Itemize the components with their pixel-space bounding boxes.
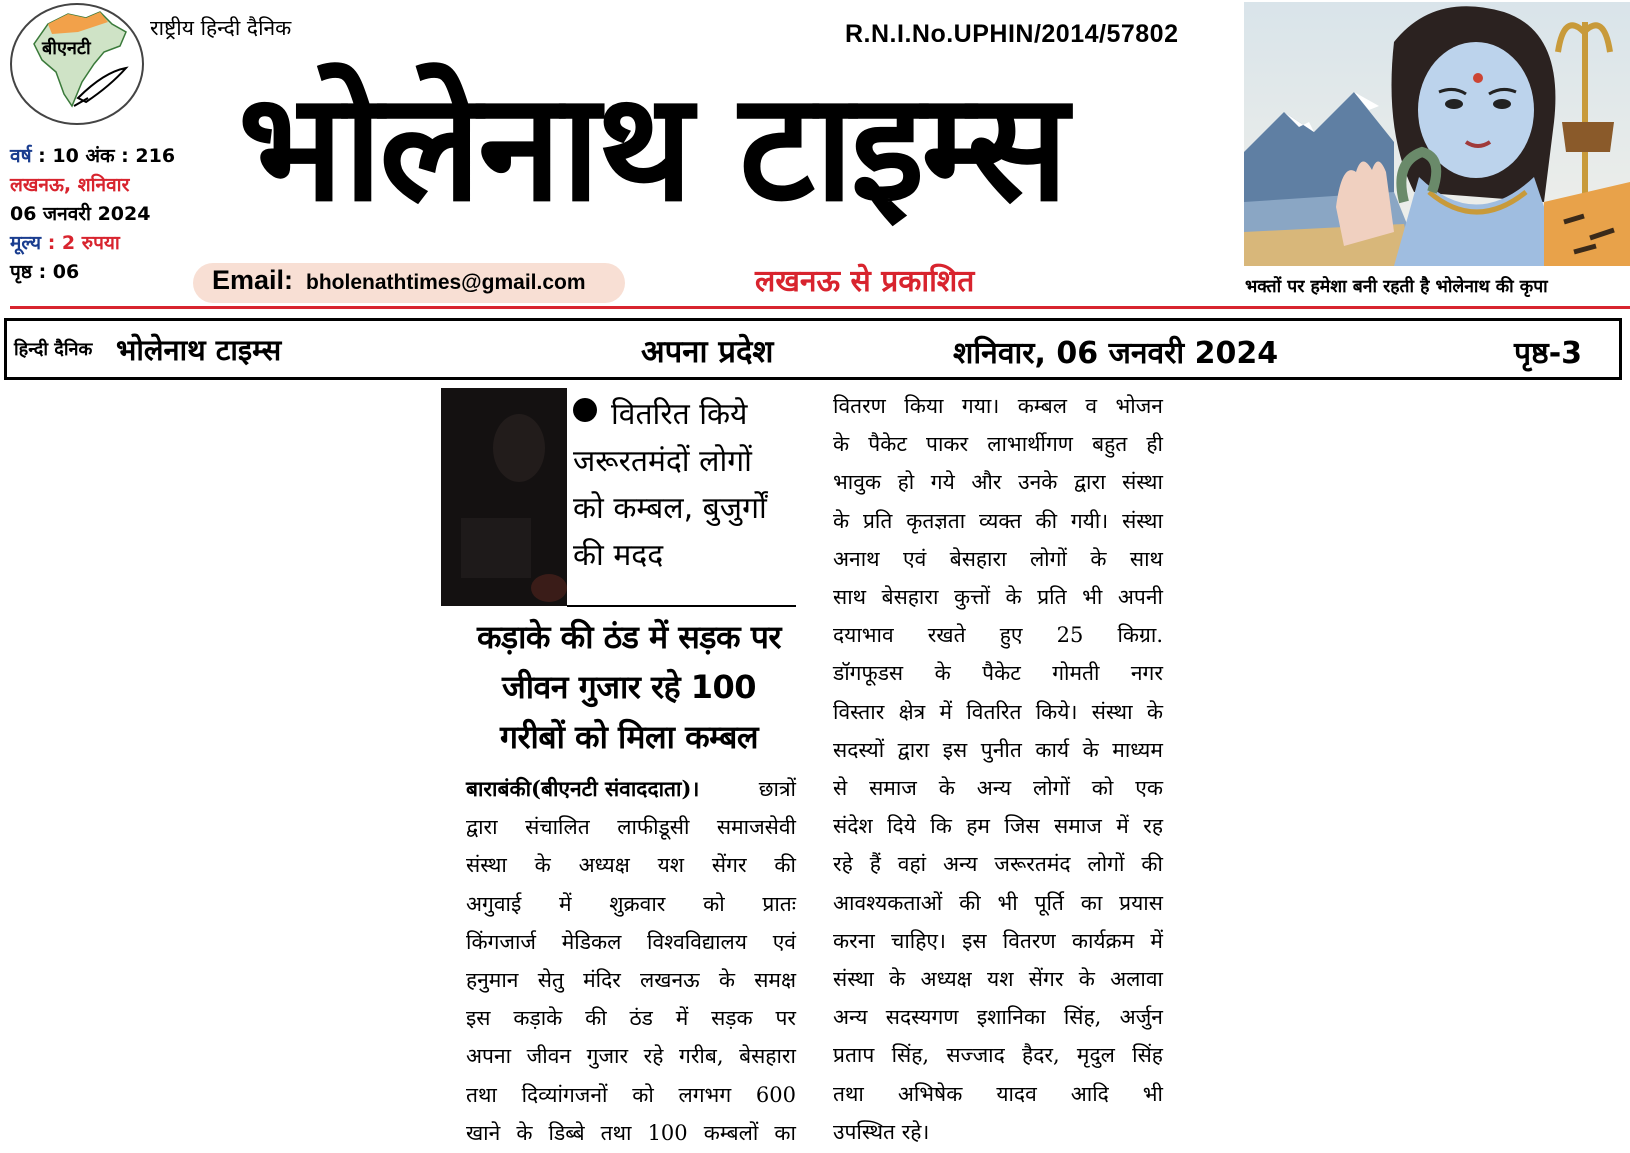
text-line: आवश्यकताओं की भी पूर्ति का प्रयास — [833, 890, 1163, 915]
logo-text: बीएनटी — [42, 38, 91, 59]
text-line: हनुमान सेतु मंदिर लखनऊ के समक्ष — [466, 968, 796, 993]
published-from: लखनऊ से प्रकाशित — [755, 264, 975, 299]
text-line: अनाथ एवं बेसहारा लोगों के साथ — [833, 546, 1163, 571]
text-line: तथा अभिषेक यादव आदि भी — [833, 1081, 1163, 1106]
article-column-2 — [833, 387, 1163, 1151]
price-label: मूल्य — [10, 232, 42, 254]
red-divider — [10, 306, 1630, 309]
text-line: करना चाहिए। इस वितरण कार्यक्रम में — [833, 928, 1163, 953]
text-line: अपना जीवन गुजार रहे गरीब, बेसहारा — [466, 1044, 796, 1069]
byline: बाराबंकी(बीएनटी संवाददाता)। — [466, 776, 700, 801]
band-page-number: पृष्ठ-3 — [1514, 336, 1583, 371]
deity-caption: भक्तों पर हमेशा बनी रहती है भोलेनाथ की कृपा — [1245, 277, 1548, 297]
band-paper-name: भोलेनाथ टाइम्स — [116, 333, 282, 367]
page-count: पृष्ठ : 06 — [10, 261, 80, 283]
text-line: इस कड़ाके की ठंड में सड़क पर — [466, 1006, 796, 1031]
text-line: किंगजार्ज मेडिकल विश्वविद्यालय एवं — [466, 929, 796, 954]
text-line: संस्था के अध्यक्ष यश सेंगर के अलावा — [833, 967, 1163, 992]
text-line: खाने के डिब्बे तथा 100 कम्बलों का — [466, 1120, 796, 1145]
text-line: द्वारा संचालित लाफीडूसी समाजसेवी — [466, 815, 796, 840]
text-line: अगुवाई में शुक्रवार को प्रातः — [466, 891, 796, 916]
callout-line: की मदद — [573, 538, 664, 573]
rni-number: R.N.I.No.UPHIN/2014/57802 — [845, 20, 1179, 48]
text-line: भावुक हो गये और उनके द्वारा संस्था — [833, 470, 1163, 495]
text-line: बाराबंकी(बीएनटी संवाददाता)। छात्रों — [466, 770, 796, 808]
text-line: प्रताप सिंह, सज्जाद हैदर, मृदुल सिंह — [833, 1043, 1163, 1068]
price-value: : 2 रुपया — [47, 232, 120, 254]
email-address[interactable]: bholenathtimes@gmail.com — [306, 271, 586, 294]
text-line: उपस्थित रहे। — [833, 1119, 930, 1144]
text-line: के प्रति कृतज्ञता व्यक्त की गयी। संस्था — [833, 508, 1163, 533]
text-line: सदस्यों द्वारा इस पुनीत कार्य के माध्यम — [833, 737, 1163, 762]
place-day: लखनऊ, शनिवार — [10, 174, 130, 196]
issue-date: 06 जनवरी 2024 — [10, 203, 151, 225]
dark-photo-icon — [441, 388, 567, 606]
text-line: अन्य सदस्यगण इशानिका सिंह, अर्जुन — [833, 1005, 1163, 1030]
band-date: शनिवार, 06 जनवरी 2024 — [953, 336, 1279, 371]
article-headline — [452, 612, 806, 762]
text-line: से समाज के अन्य लोगों को एक — [833, 776, 1163, 801]
year-label: वर्ष — [10, 145, 32, 167]
photo-rule — [567, 605, 796, 607]
text-line: डॉगफूडस के पैकेट गोमती नगर — [833, 661, 1163, 686]
issue-year-row — [10, 142, 175, 171]
band-tagline: हिन्दी दैनिक — [14, 339, 93, 360]
masthead-title: भोलेनाथ टाइम्स — [238, 61, 1066, 235]
text-line: वितरण किया गया। कम्बल व भोजन — [833, 394, 1163, 418]
price-row — [10, 229, 175, 258]
text-line: संदेश दिये कि हम जिस समाज में रह — [833, 814, 1163, 839]
lord-shiva-picture-icon — [1244, 2, 1630, 266]
year-value: : 10 अंक : 216 — [38, 145, 176, 167]
callout-line: को कम्बल, बुजुर्गों — [573, 491, 767, 526]
text-line: साथ बेसहारा कुत्तों के प्रति भी अपनी — [833, 585, 1163, 610]
callout-line: वितरित किये — [573, 391, 795, 438]
text-line: के पैकेट पाकर लाभार्थीगण बहुत ही — [833, 432, 1163, 457]
callout-line: जरूरतमंदों लोगों — [573, 444, 752, 479]
bullet-icon — [573, 398, 597, 422]
text-line: दयाभाव रखते हुए 25 किग्रा. — [833, 623, 1163, 648]
email-label: Email: — [212, 265, 294, 295]
headline-line: जीवन गुजार रहे 100 — [501, 668, 757, 706]
india-map-quill-logo-icon — [8, 2, 146, 126]
headline-line: कड़ाके की ठंड में सड़क पर — [476, 618, 782, 656]
deity-image — [1244, 2, 1630, 266]
article-photo — [441, 388, 567, 606]
text-line: रहे हैं वहां अन्य जरूरतमंद लोगों की — [833, 852, 1163, 877]
issue-info — [10, 142, 175, 287]
newspaper-logo — [8, 2, 146, 126]
text-line: तथा दिव्यांगजनों को लगभग 600 — [466, 1082, 796, 1107]
band-section: अपना प्रदेश — [641, 334, 774, 370]
text-line: संस्था के अध्यक्ष यश सेंगर की — [466, 853, 796, 878]
article-column-1 — [466, 770, 796, 1152]
headline-line: गरीबों को मिला कम्बल — [499, 718, 759, 756]
text-line: विस्तार क्षेत्र में वितरित किये। संस्था के — [833, 699, 1163, 724]
article-callout — [573, 391, 795, 579]
tagline: राष्ट्रीय हिन्दी दैनिक — [150, 16, 292, 40]
